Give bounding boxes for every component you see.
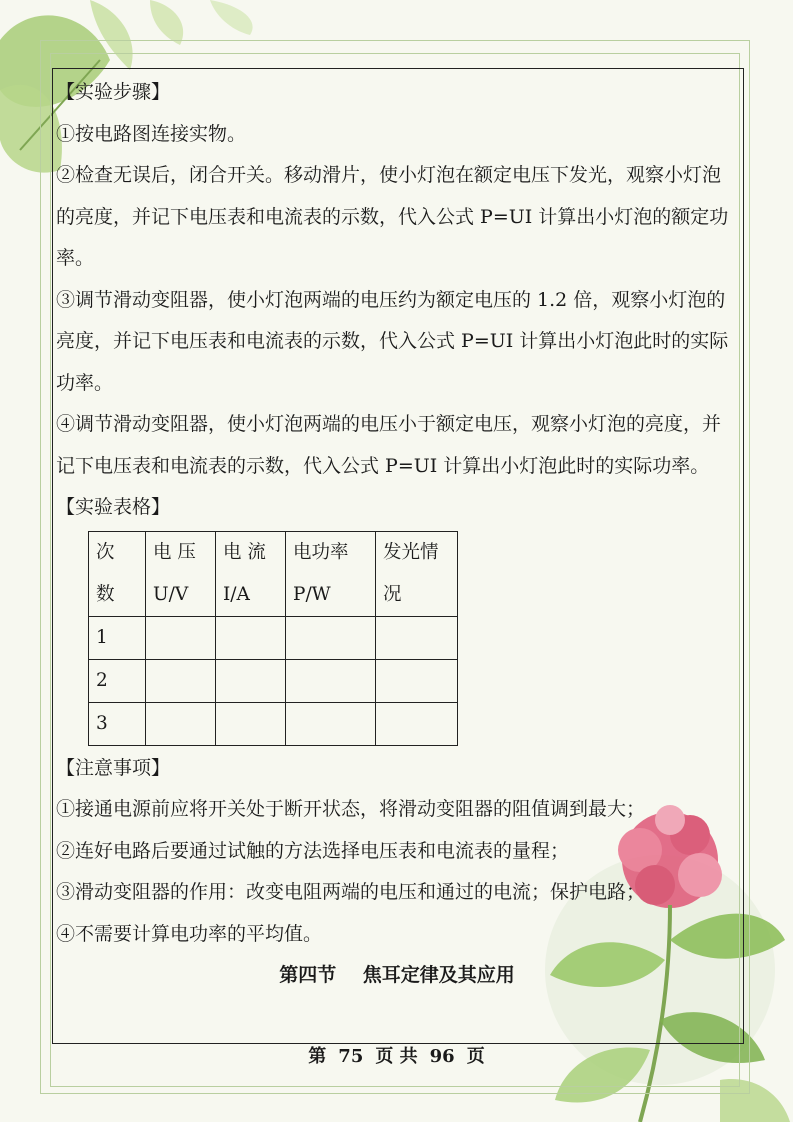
table-cell (216, 616, 286, 659)
table-header-row (89, 531, 458, 616)
footer-suffix: 页 (466, 1046, 485, 1067)
experiment-table (88, 531, 458, 746)
document-content (56, 72, 738, 997)
table-cell (216, 659, 286, 702)
step-2: ②检查无误后，闭合开关。移动滑片，使小灯泡在额定电压下发光，观察小灯泡的亮度，并记下电压表和电流表的示数，代入公式 P=UI 计算出小灯泡的额定功率。 (56, 164, 729, 269)
header-brightness: 发光情 况 (376, 531, 458, 616)
table-cell (376, 702, 458, 745)
row-number: 2 (89, 659, 146, 702)
table-cell (146, 702, 216, 745)
row-number: 3 (89, 702, 146, 745)
table-row (89, 659, 458, 702)
step-3: ③调节滑动变阻器，使小灯泡两端的电压约为额定电压的 1.2 倍，观察小灯泡的亮度，并记下电压表和电流表的示数，代入公式 P=UI 计算出小灯泡此时的实际功率。 (56, 288, 729, 394)
header-current: 电 流 I/A (216, 531, 286, 616)
steps-heading: 【实验步骤】 (56, 81, 171, 103)
notes-heading: 【注意事项】 (56, 756, 171, 779)
table-cell (376, 616, 458, 659)
section-title: 第四节 焦耳定律及其应用 (279, 964, 515, 986)
header-count: 次 数 (89, 531, 146, 616)
step-4: ④调节滑动变阻器，使小灯泡两端的电压小于额定电压，观察小灯泡的亮度，并记下电压表和电流表的示数，代入公式 P=UI 计算出小灯泡此时的实际功率。 (56, 413, 722, 477)
table-heading: 【实验表格】 (56, 496, 171, 518)
footer-page-number: 75 (338, 1046, 364, 1067)
step-1: ①按电路图连接实物。 (56, 122, 247, 145)
header-voltage: 电 压 U/V (146, 531, 216, 616)
table-cell (286, 702, 376, 745)
footer-mid: 页 共 (375, 1046, 418, 1067)
table-cell (146, 616, 216, 659)
table-cell (216, 702, 286, 745)
header-power: 电功率 P/W (286, 531, 376, 616)
table-cell (286, 616, 376, 659)
row-number: 1 (89, 616, 146, 659)
footer-total-pages: 96 (429, 1046, 455, 1067)
table-cell (286, 659, 376, 702)
table-cell (146, 659, 216, 702)
note-3: ③滑动变阻器的作用：改变电阻两端的电压和通过的电流；保护电路； (56, 881, 646, 903)
footer-prefix: 第 (308, 1046, 327, 1067)
note-2: ②连好电路后要通过试触的方法选择电压表和电流表的量程； (56, 839, 570, 862)
page-footer (0, 1042, 793, 1068)
table-cell (376, 659, 458, 702)
note-1: ①接通电源前应将开关处于断开状态，将滑动变阻器的阻值调到最大； (56, 798, 646, 820)
note-4: ④不需要计算电功率的平均值。 (56, 922, 323, 945)
table-row (89, 702, 458, 745)
table-row (89, 616, 458, 659)
